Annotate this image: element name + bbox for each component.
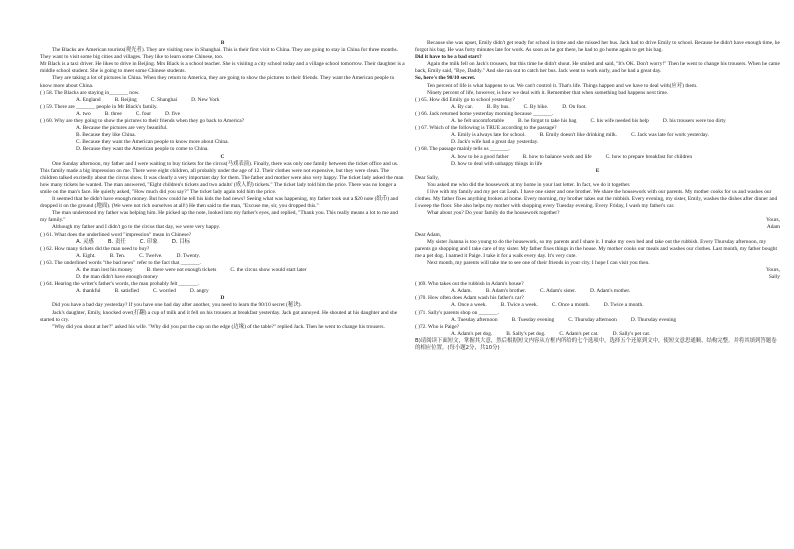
passage-d-paragraph: "Why did you shout at her?" asked his wife. "Why did you put the cup on the edge (边缘) of the table?" replied Jack. Then he went to change his trousers.: [52, 323, 385, 330]
option: A. Emily is always late for school.: [451, 132, 526, 139]
option: B. Beijing: [114, 96, 137, 103]
question-71: ( )71. Sally's parents shop on _______.: [415, 309, 499, 316]
option: D. On foot.: [562, 103, 587, 110]
right-column: [415, 40, 780, 352]
section-d-header: D: [220, 295, 225, 302]
option: A. Once a week.: [451, 302, 487, 309]
question-62-options: [40, 253, 405, 260]
passage-d-paragraph: Again the milk fell on Jack's trousers, but this time he didn't shout. He smiled and said, "It's OK. Don't worry!" Then he went to change his trousers. When he came back, Emily said, "Bye, Daddy." And she ran out to catch her bus. Jack went to work early, and he had a great day.: [415, 61, 780, 75]
option: D. New York: [191, 96, 220, 103]
letter-paragraph: Next month, my parents will take me to see one of their friends in your city. I hope I can visit you then.: [427, 259, 650, 266]
option: A. 灵感: [76, 238, 94, 245]
question-69: ( )69. Who takes out the rubbish in Adam's house?: [415, 281, 524, 288]
option: C. worried: [152, 288, 176, 295]
option: B. 责任: [107, 238, 126, 245]
option: C. four: [135, 110, 152, 117]
letter-paragraph: What about you? Do your family do the housework together?: [427, 210, 560, 217]
option: C. Twelve.: [139, 252, 163, 259]
passage-d-paragraph: Ninety percent of life, however, is how we deal with it. Remember that when something bad happens next time.: [427, 89, 669, 96]
passage-d-paragraph: Because she was upset, Emily didn't get ready for school in time and she missed her bus. Jack had to drive Emily to school. Because he didn't have enough time, he forgot his bag. He was forty minutes late for work. As soon as he got there, he had to go home again to get his bag.: [415, 40, 780, 54]
option: C. his wife needed his help: [590, 118, 649, 125]
question-63-options: [40, 267, 405, 281]
passage-b-paragraph: The Blacks are American tourists(观光者). They are visiting now in Shanghai. This is their first visit to China. They are going to stay in China for three months. They want to visit some big cities and villages. They like to learn some Chinese, too.: [40, 47, 398, 61]
letter-signoff: Yours,: [766, 267, 780, 273]
left-column: [40, 40, 405, 331]
option: D. Twenty.: [176, 252, 201, 259]
letter-signature: Adam: [766, 224, 780, 231]
option: B. satisfied: [114, 288, 139, 295]
letter-paragraph: You asked me who did the housework at my home in your last letter. In fact, we do it together.: [427, 181, 631, 188]
question-64-options: [40, 288, 405, 295]
question-60: ( ) 60. Why are they going to show the pictures to their friends when they go back to America?: [40, 118, 245, 125]
option: D. his trousers were too dirty: [662, 118, 726, 125]
option: C. Thursday afternoon: [568, 316, 617, 323]
option: B. Sally's pet dog.: [506, 330, 546, 337]
option: B. Tuesday evening: [511, 316, 555, 323]
passage-b-paragraph: They are taking a lot of pictures in China. When they return to America, they are going to show the pictures to their friends. They want the American people to know more about China.: [40, 75, 395, 89]
option: C. Adam's pet cat.: [559, 330, 599, 337]
passage-c-paragraph: Although my father and I didn't go to the circus that day, we were very happy.: [52, 224, 221, 231]
letter-greeting: Dear Adam,: [415, 231, 442, 238]
option: B. three: [104, 110, 122, 117]
option: C. Adam's sister.: [540, 288, 577, 295]
question-68-options: [415, 154, 780, 168]
option: A. By car.: [451, 103, 473, 110]
passage-d-paragraph: Jack's daughter, Emily, knocked over(打翻) a cup of milk and it fell on his trousers at breakfast yesterday. Jack got annoyed. He shouted at his daughter and she started to cry.: [40, 309, 398, 323]
option: C. Because they want the American people to know more about China.: [76, 139, 229, 146]
question-58-options: [40, 97, 405, 104]
option: C. the circus show would start later: [230, 267, 307, 273]
option: B. he forgot to take his bag: [518, 118, 577, 125]
question-62: ( ) 62. How many tickets did the man need to buy?: [40, 245, 150, 252]
option: D. how to deal with unhappy things in life: [451, 160, 543, 167]
section-instructions: B)请阅读下面短文，掌握其大意，然后根据短文内容从方框内所给的七个选项中，选择五个还原到文中，使短文意思通顺、结构完整。并将其填到答题卷的相应位置。(每小题2分，共10分): [415, 337, 777, 352]
letter-signoff: Yours,: [766, 217, 780, 224]
option: C. how to prepare breakfast for children: [605, 153, 693, 160]
letter-paragraph: My sister Joanna is too young to do the housework, so my parents and I share it. I make my own bed and take out the rubbish. Every Thursday afternoon, my parents go shopping and I take care of my sister. My father fixes things in the house. My mother cooks our meals and washes our clothes. Last month, my father bought me a pet dog. I named it Paige. I take it for a walk every day. It's very cute.: [415, 238, 777, 259]
question-68: ( ) 68. The passage mainly tells us _______.: [415, 146, 511, 153]
option: A. Because the pictures are very beautiful.: [76, 125, 168, 132]
question-72: ( )72. Who is Paige?: [415, 323, 460, 330]
passage-d-paragraph: Did you have a bad day yesterday? If you have one bad day after another, you need to learn the 90/10 secret (秘诀).: [52, 302, 302, 309]
question-67: ( ) 67. Which of the following is TRUE according to the passage?: [415, 125, 557, 132]
letter-paragraph: I live with my family and my pet cat Leah. I have one sister and one brother. We share the housework with our parents. My mother cooks for us and washes our clothes. My father fixes anything broken at home. Every morning, my brother takes out the rubbish. Every evening, my sister, Emily, washes the dishes after dinner and I sweep the floor. She also helps my mother with shopping every Tuesday evening. Every Friday, I wash my father's car.: [415, 188, 778, 210]
section-b-header: B: [220, 40, 225, 46]
option: A. the man lost his money: [76, 267, 133, 273]
option: B. Adam's brother.: [485, 288, 527, 295]
option: C. By bike.: [523, 103, 549, 110]
option: D. Sally's pet cat.: [612, 330, 651, 337]
option: A. two: [76, 110, 91, 117]
option: B. how to balance work and life: [522, 153, 592, 160]
question-71-options: [415, 317, 780, 324]
option: D. Thursday evening: [630, 316, 677, 323]
question-70: ( )70. How often does Adam wash his father's car?: [415, 295, 524, 302]
passage-c-paragraph: The man understood my father was helping him. He picked up the note, looked into my father's eyes, and replied, "Thank you. This really means a lot to me and my family.": [40, 210, 398, 224]
question-63: ( ) 63. The underlined words "the bad news" refer to the fact that _______.: [40, 259, 201, 266]
option: D. 目标: [171, 238, 191, 245]
letter-greeting: Dear Sally,: [415, 174, 439, 181]
question-67-options: [415, 132, 780, 146]
option: A. Tuesday afternoon: [451, 316, 498, 323]
option: B. there were not enough tickets: [146, 267, 217, 273]
question-59-options: [40, 111, 405, 118]
passage-b-paragraph: Mr Black is a taxi driver. He likes to drive in Beijing. Mrs Black is a school teacher. She is visiting a city school today and a village school tomorrow. Their daughter is a middle school student. She is going to meet some Chinese students.: [40, 61, 405, 75]
option: A. thankful: [76, 288, 101, 295]
option: D. Because they want the American people to come to China.: [76, 146, 209, 153]
option: B. Ten.: [109, 252, 126, 259]
passage-d-subheading: So, here's the 90/10 secret.: [415, 75, 476, 82]
question-59: ( ) 59. There are _______ people in Mr Black's family.: [40, 103, 158, 110]
section-c-header: C: [220, 153, 225, 160]
section-e-header: E: [595, 167, 600, 174]
question-61-options: [40, 239, 405, 246]
question-64: ( ) 64. Hearing the writer's father's words, the man probably felt _______.: [40, 281, 199, 288]
option: D. angry: [189, 288, 209, 295]
option: D. Jack's wife had a great day yesterday.: [451, 139, 539, 146]
option: A. England: [76, 96, 101, 103]
option: B. By bus.: [486, 103, 510, 110]
option: B. Because they like China.: [76, 132, 136, 139]
option: C. Jack was late for work yesterday.: [631, 132, 709, 139]
option: B. Emily doesn't like drinking milk.: [539, 132, 618, 139]
option: B. Twice a week.: [500, 302, 538, 309]
question-66: ( ) 66. Jack returned home yesterday morning because _______.: [415, 110, 554, 117]
question-65: ( ) 65. How did Emily go to school yesterday?: [415, 96, 515, 103]
letter-signature: Sally: [768, 274, 780, 281]
passage-c-paragraph: It seemed that he didn't have enough money. But how could he tell his kids the bad news? Seeing what was happening, my father took out a $20 note (纸币) and dropped it on the ground (地面). (We were not rich ourselves at all!) He then said to the man, "Excuse me, sir, you dropped this.": [40, 196, 399, 210]
passage-d-subheading: Did it have to be a bad start?: [415, 54, 482, 61]
option: A. he felt uncomfortable: [451, 118, 504, 125]
question-70-options: [415, 302, 780, 309]
question-72-options: [415, 331, 780, 338]
question-60-options: [40, 125, 405, 153]
option: A. Adam.: [451, 288, 472, 295]
passage-c-paragraph: One Sunday afternoon, my father and I were waiting to buy tickets for the circus(马戏表演). Finally, there was only one family between the ticket office and us. This family made a big impression on me. There were eight children, all probably under the age of 12. Their clothes were not expensive, but they were clean. The children talked excitedly about the circus show. It was clearly a very important day for them. The father and mother were also very happy. The ticket lady asked the man how many tickets he wanted. The man answered, "Eight children's tickets and two adults' (成人的) tickets." The ticket lady told him the price. There was no longer a smile on the man's face. He quietly asked, "How much did you say?" The ticket lady again told him the price.: [40, 160, 404, 195]
option: A. how to be a good father: [451, 153, 509, 160]
option: C. Once a month.: [551, 302, 590, 309]
option: A. Adam's pet dog.: [451, 330, 493, 337]
option: A. Eight.: [76, 252, 96, 259]
option: D. the man didn't have enough money: [76, 274, 158, 281]
question-65-options: [415, 104, 780, 111]
passage-d-paragraph: Ten percent of life is what happens to us. We can't control it. That's life. Things happen and we have to deal with(应对) them.: [427, 82, 698, 89]
option: C. Shanghai: [150, 96, 178, 103]
question-61: ( ) 61. What does the underlined word "impression" mean in Chinese?: [40, 231, 192, 238]
option: D. five: [165, 110, 181, 117]
option: C. 印象: [139, 238, 158, 245]
option: D. Adam's mother.: [590, 288, 631, 295]
question-58: ( ) 58. The Blacks are staying in_______ now.: [40, 89, 140, 96]
option: D. Twice a month.: [603, 302, 644, 309]
